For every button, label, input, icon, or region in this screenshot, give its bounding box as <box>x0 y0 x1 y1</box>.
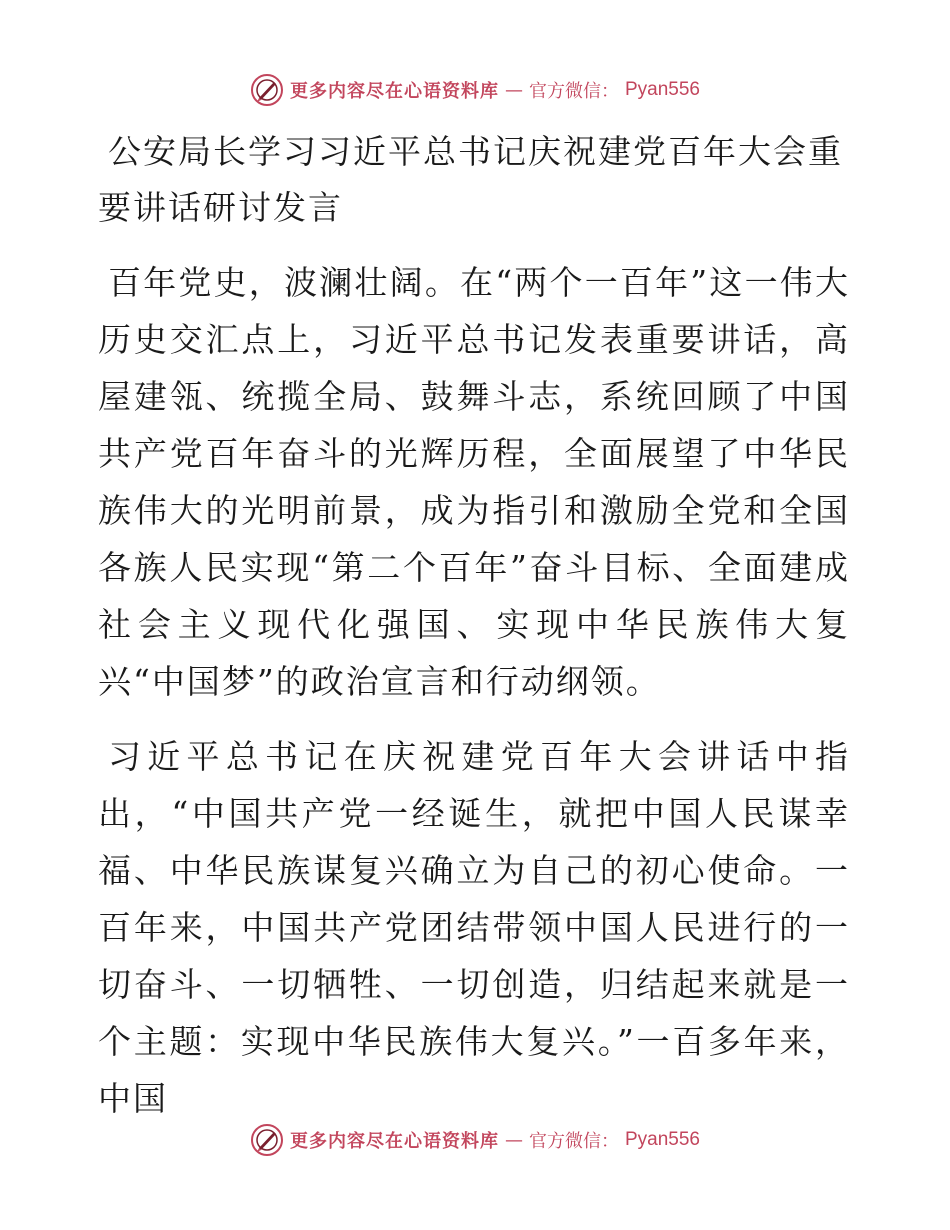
watermark-brand: 更多内容尽在心语资料库 <box>289 1131 499 1152</box>
quill-pen-icon <box>250 1123 284 1157</box>
paragraph-1: 百年党史，波澜壮阔。在“两个一百年”这一伟大历史交汇点上，习近平总书记发表重要讲话，高屋建瓴、统揽全局、鼓舞斗志，系统回顾了中国共产党百年奋斗的光辉历程，全面展望了中华民族伟大的光明前景，成为指引和激励全党和全国各族人民实现“第二个百年”奋斗目标、全面建成社会主义现代化强国、实现中华民族伟大复兴“中国梦”的政治宣言和行动纲领。 <box>98 263 850 701</box>
watermark-brand: 更多内容尽在心语资料库 <box>289 81 499 102</box>
watermark-wechat-label: 官方微信： <box>528 81 619 102</box>
header-watermark <box>0 70 950 110</box>
watermark-dash: — <box>504 1129 523 1151</box>
footer-watermark <box>0 1120 950 1160</box>
document-title: 公安局长学习习近平总书记庆祝建党百年大会重要讲话研讨发言 <box>98 132 843 227</box>
watermark-wechat-id: Pyan556 <box>624 1129 700 1150</box>
quill-pen-icon <box>250 73 284 107</box>
document-body <box>98 124 850 1127</box>
paragraph-2: 习近平总书记在庆祝建党百年大会讲话中指出，“中国共产党一经诞生，就把中国人民谋幸福、中华民族谋复兴确立为自己的初心使命。一百年来，中国共产党团结带领中国人民进行的一切奋斗、一切牺牲、一切创造，归结起来就是一个主题：实现中华民族伟大复兴。”一百多年来，中国 <box>98 737 850 1118</box>
watermark-wechat-label: 官方微信： <box>528 1131 619 1152</box>
watermark-wechat-id: Pyan556 <box>624 79 700 100</box>
watermark-dash: — <box>504 79 523 101</box>
